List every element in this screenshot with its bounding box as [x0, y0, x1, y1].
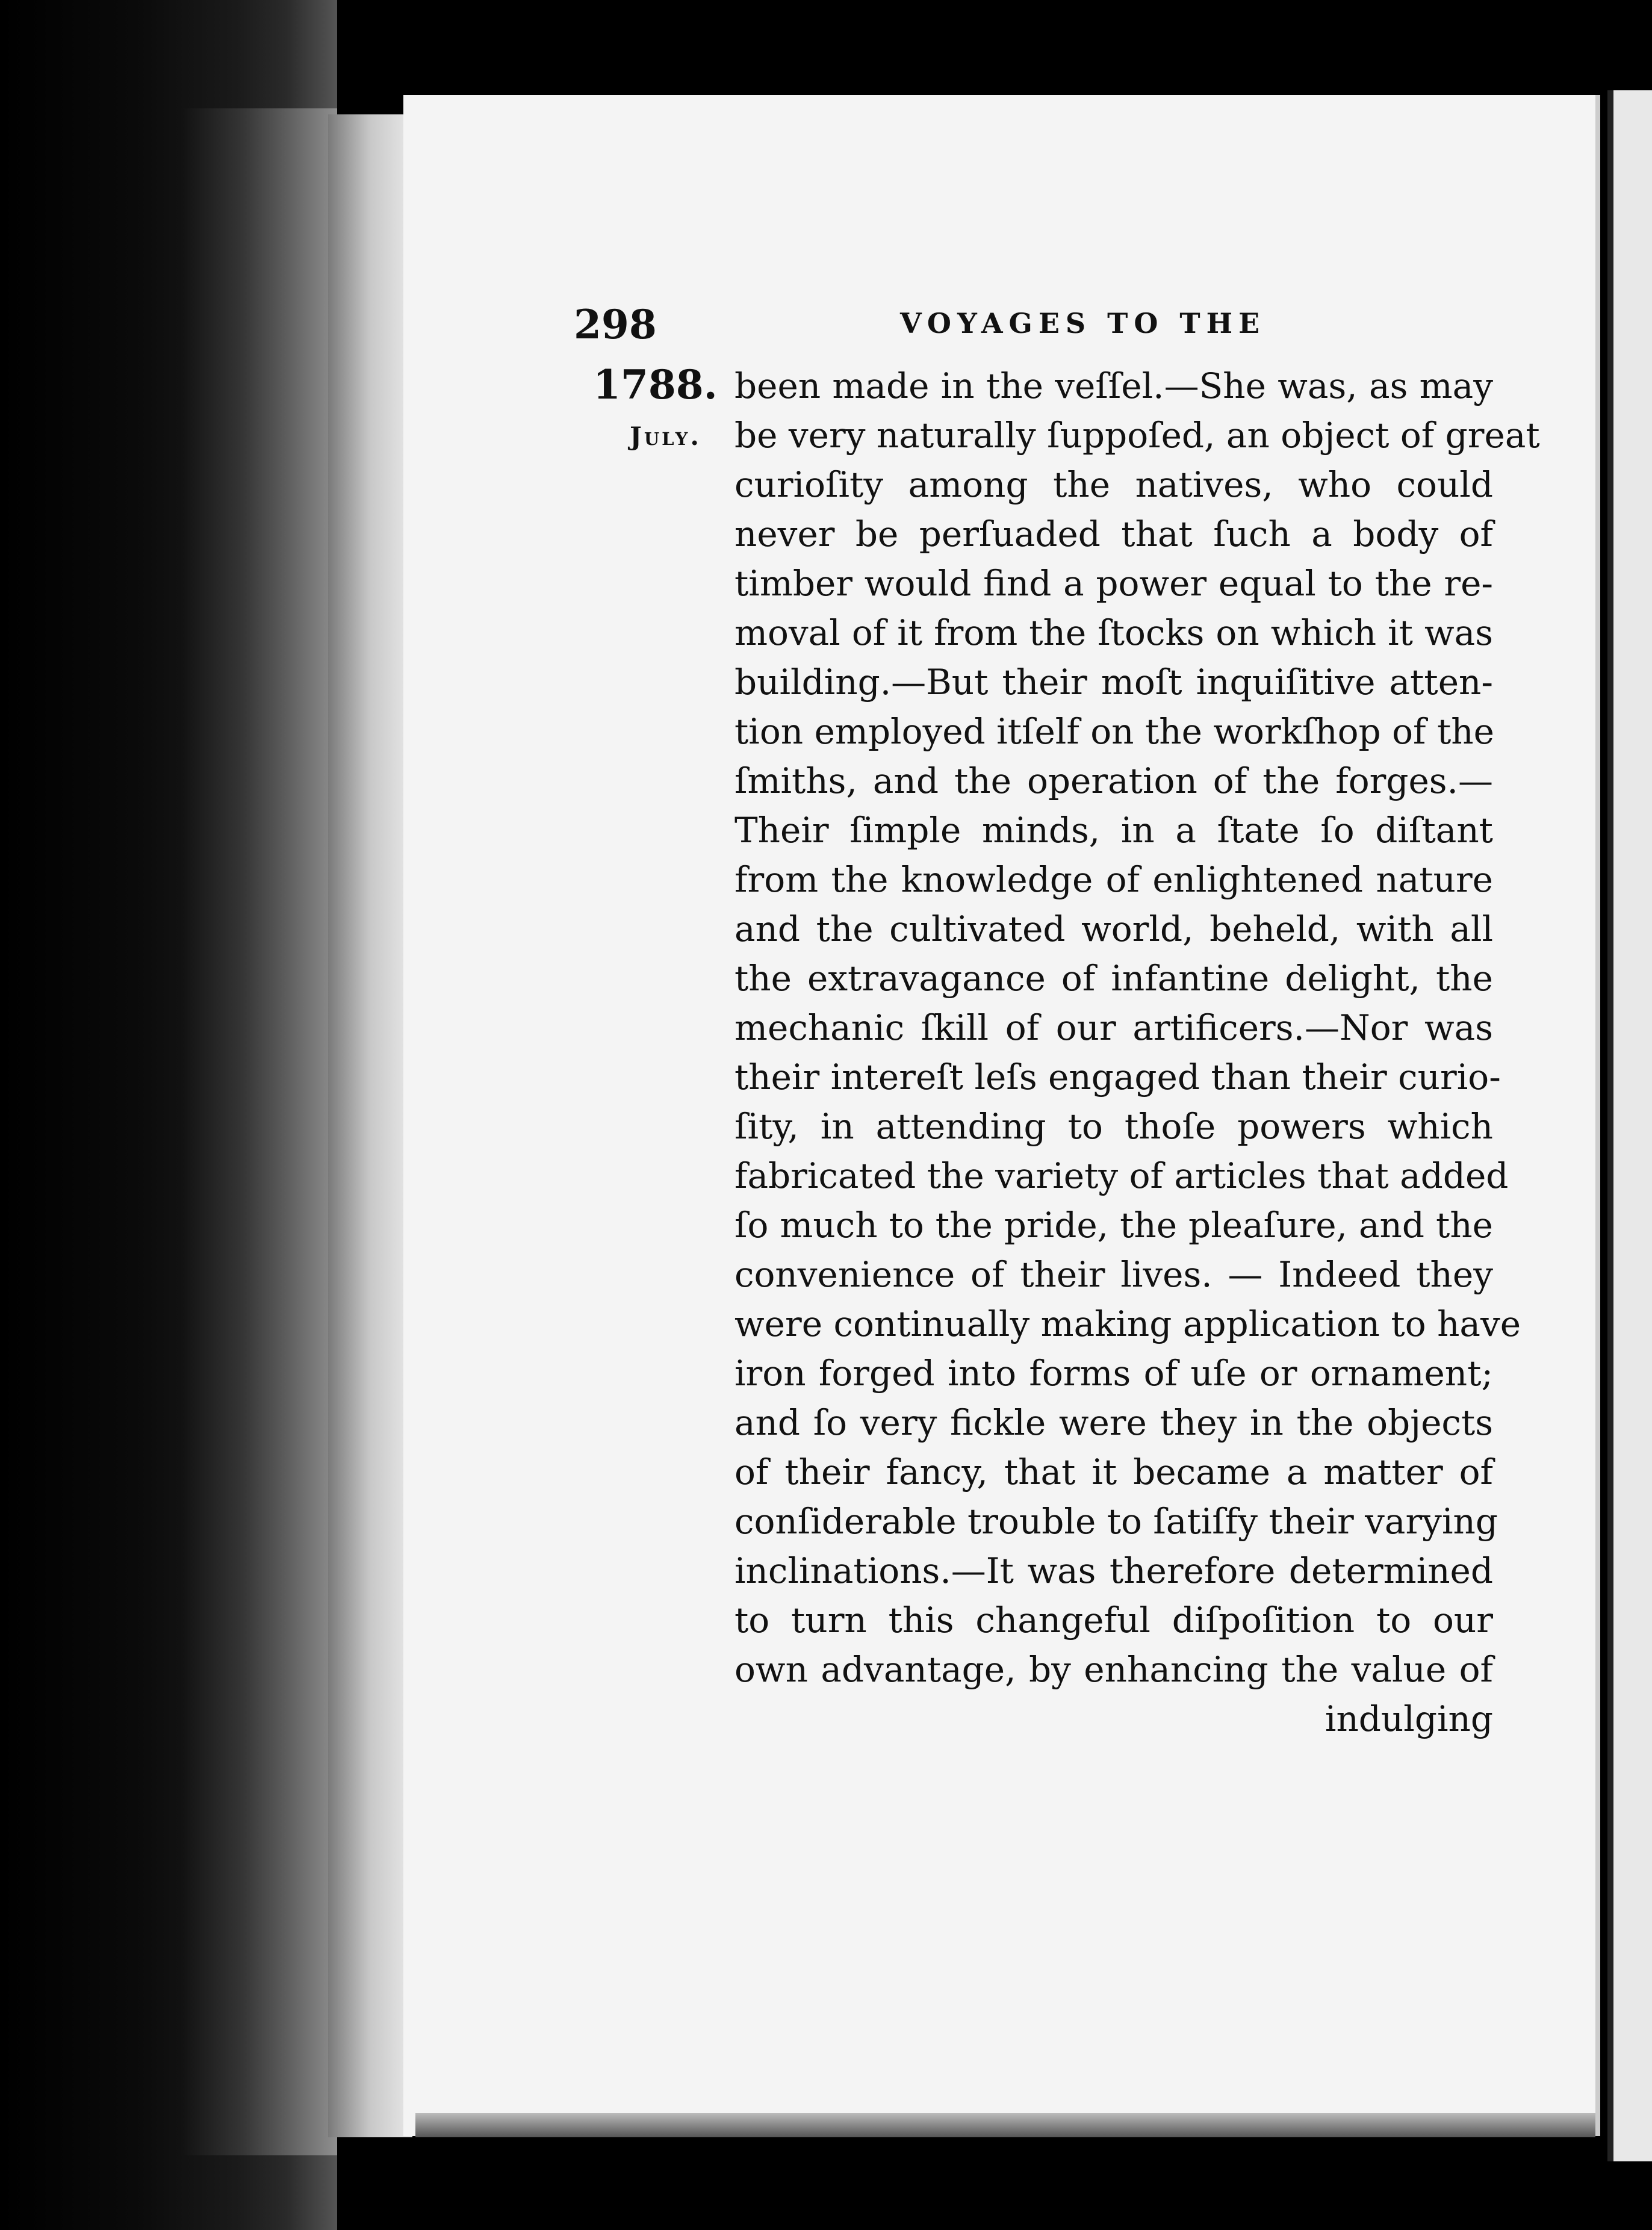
- page-header: [0, 301, 1652, 349]
- text-line: and ſo very fickle were they in the objects: [734, 1402, 1493, 1443]
- body-text: [734, 361, 1540, 1744]
- text-line: fabricated the variety of articles that added: [734, 1155, 1509, 1196]
- text-line: from the knowledge of enlightened nature: [734, 859, 1493, 900]
- text-line: iron forged into forms of uſe or ornament;: [734, 1353, 1493, 1394]
- text-line: to turn this changeful diſpoſition to our: [734, 1600, 1493, 1641]
- text-line: own advantage, by enhancing the value of: [734, 1649, 1493, 1690]
- page-number: 298: [574, 301, 657, 348]
- text-line: tion employed itſelf on the workſhop of the: [734, 711, 1494, 752]
- margin-year: 1788.: [593, 361, 718, 408]
- text-line: never be perſuaded that ſuch a body of: [734, 514, 1493, 554]
- text-line: of their fancy, that it became a matter of: [734, 1452, 1493, 1492]
- page-gutter: [328, 114, 412, 2137]
- binding-edge: [181, 108, 337, 2155]
- running-head: VOYAGES TO THE: [900, 307, 1266, 340]
- text-line: be very naturally ſuppoſed, an object of great: [734, 415, 1540, 456]
- text-line: been made in the veſſel.—She was, as may: [734, 365, 1493, 406]
- text-line: inclinations.—It was therefore determined: [734, 1550, 1493, 1591]
- text-line: conſiderable trouble to ſatiſfy their varying: [734, 1501, 1498, 1542]
- margin-month: July.: [629, 421, 701, 451]
- page-bottom-edge: [415, 2113, 1595, 2137]
- text-line: ſo much to the pride, the pleaſure, and the: [734, 1205, 1493, 1246]
- text-line: ſity, in attending to thoſe powers which: [734, 1106, 1493, 1147]
- text-line: Their ſimple minds, in a ſtate ſo diſtant: [734, 810, 1493, 851]
- text-line: their intereſt leſs engaged than their curio-: [734, 1057, 1501, 1098]
- text-line: convenience of their lives. — Indeed they: [734, 1254, 1493, 1295]
- text-line: curioſity among the natives, who could: [734, 464, 1493, 505]
- text-line: the extravagance of infantine delight, the: [734, 958, 1493, 999]
- text-line: timber would find a power equal to the re-: [734, 563, 1493, 604]
- catchword: indulging: [1324, 1698, 1493, 1739]
- text-line: were continually making application to have: [734, 1303, 1521, 1344]
- text-line: ſmiths, and the operation of the forges.—: [734, 760, 1493, 801]
- text-line: building.—But their moſt inquiſitive atten-: [734, 662, 1493, 703]
- text-line: and the cultivated world, beheld, with all: [734, 908, 1493, 949]
- text-line: mechanic ſkill of our artificers.—Nor was: [734, 1007, 1493, 1048]
- facing-page-edge: [1607, 90, 1652, 2161]
- text-line: moval of it from the ſtocks on which it was: [734, 612, 1493, 653]
